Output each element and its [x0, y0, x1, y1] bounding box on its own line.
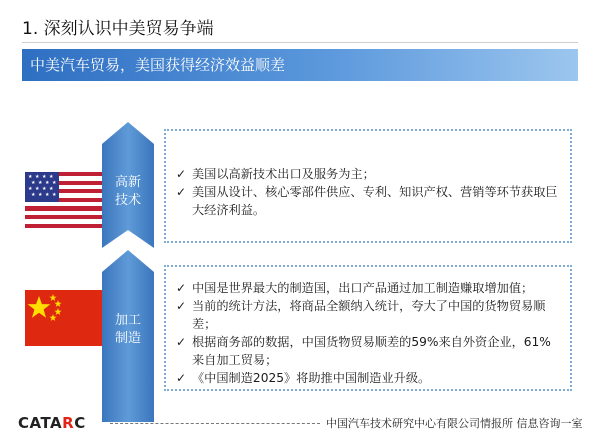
- up-arrow-shapes: [102, 122, 154, 422]
- check-icon: ✓: [176, 335, 187, 349]
- list-item: ✓ 根据商务部的数据，中国货物贸易顺差的59%来自外资企业，61%来自加工贸易；: [176, 335, 551, 367]
- list-item: ✓ 美国从设计、核心零部件供应、专利、知识产权、营销等环节获取巨大经济利益。: [176, 185, 558, 217]
- title-divider: [22, 42, 578, 43]
- catarc-logo: CATARC: [18, 414, 86, 432]
- china-bullet-list: [174, 279, 562, 387]
- china-flag-icon: [25, 290, 105, 346]
- check-icon: ✓: [176, 185, 187, 199]
- manufacturing-label-line1: 加工: [114, 313, 141, 328]
- list-item: ✓ 《中国制造2025》将助推中国制造业升级。: [176, 371, 431, 385]
- footer-divider: [110, 423, 320, 424]
- list-item: ✓ 美国以高新技术出口及服务为主；: [176, 167, 375, 181]
- check-icon: ✓: [176, 299, 187, 313]
- us-flag-icon: [25, 172, 105, 228]
- tech-label-line2: 技术: [114, 193, 141, 208]
- list-item: ✓ 中国是世界最大的制造国，出口产品通过加工制造赚取增加值；: [176, 281, 534, 295]
- tech-label-line1: 高新: [114, 175, 141, 190]
- manufacturing-label: [102, 312, 154, 348]
- arrow-column: [102, 122, 154, 422]
- tech-label: [102, 174, 154, 210]
- check-icon: ✓: [176, 281, 187, 295]
- china-bullets-box: [164, 265, 572, 391]
- check-icon: ✓: [176, 371, 187, 385]
- us-bullet-list: [174, 165, 562, 219]
- footer-text: 中国汽车技术研究中心有限公司情报所 信息咨询一室: [326, 417, 583, 430]
- us-flag-canton: ★ ★ ★ ★ ★ ★ ★ ★ ★ ★ ★ ★ ★ ★ ★ ★: [25, 172, 59, 202]
- manufacturing-label-line2: 制造: [114, 331, 141, 346]
- us-bullets-box: [164, 129, 572, 243]
- china-flag-stars: [25, 290, 105, 346]
- list-item: ✓ 当前的统计方法，将商品全额纳入统计，夸大了中国的货物贸易顺差；: [176, 299, 546, 331]
- page-title: 1. 深刻认识中美贸易争端: [22, 19, 214, 39]
- subtitle-banner: 中美汽车贸易，美国获得经济效益顺差: [22, 49, 578, 81]
- check-icon: ✓: [176, 167, 187, 181]
